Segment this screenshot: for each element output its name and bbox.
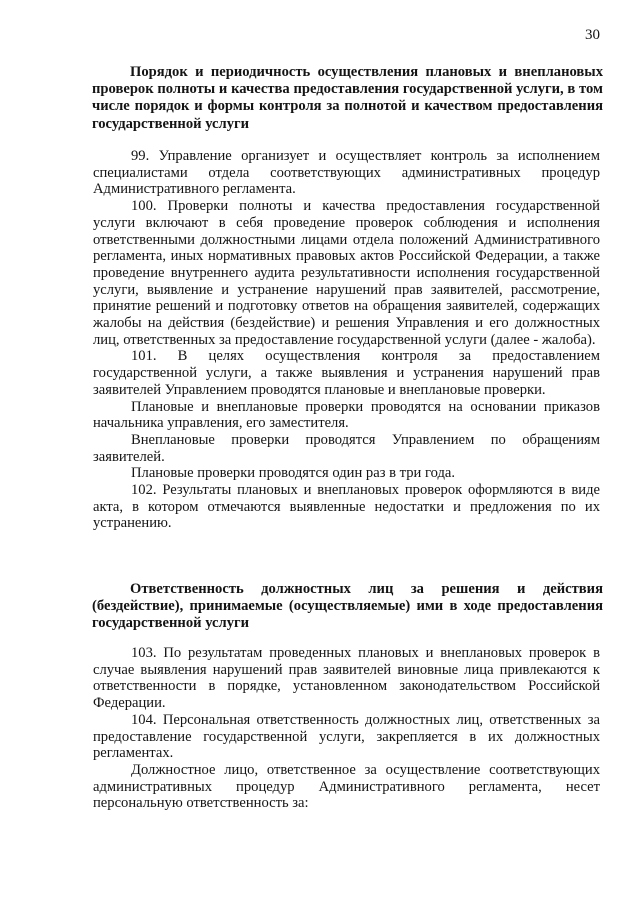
- paragraph-103: 103. По результатам проведенных плановых и внеплановых проверок в случае выявления нарушений прав заявителей виновные лица привлекаются к ответственности в порядке, установленном законодательством Российской Федерации.: [93, 645, 600, 712]
- section-body-control: [93, 148, 600, 532]
- paragraph-104: 104. Персональная ответственность должностных лиц, ответственных за предоставление государственной услуги, закрепляется в их должностных регламентах.: [93, 711, 600, 762]
- paragraph-99: 99. Управление организует и осуществляет контроль за исполнением специалистами отдела соответствующих административных процедур Административного регламента.: [93, 148, 600, 198]
- paragraph-101-unscheduled: Внеплановые проверки проводятся Управлением по обращениям заявителей.: [93, 431, 600, 465]
- section-heading-responsibility: Ответственность должностных лиц за решения и действия (бездействие), принимаемые (осуществляемые) ими в ходе предоставления государственной услуги: [92, 581, 603, 632]
- page-number: 30: [585, 27, 600, 43]
- paragraph-102: 102. Результаты плановых и внеплановых проверок оформляются в виде акта, в котором отмечаются выявленные недостатки и предложения по их устранению.: [93, 482, 600, 532]
- section-body-responsibility: [93, 645, 600, 812]
- paragraph-100: 100. Проверки полноты и качества предоставления государственной услуги включают в себя проведение проверок соблюдения и исполнения ответственными должностными лицами отдела положений Административного регламента, иных нормативных правовых актов Российской Федерации, а также проведение внутреннего аудита результативности исполнения государственной услуги, выявление и устранение нарушений прав заявителей, рассмотрение, принятие решений и подготовку ответов на обращения заявителей, содержащих жалобы на действия (бездействие) и решения Управления и его должностных лиц, ответственных за предоставление государственной услуги (далее - жалоба).: [93, 198, 600, 348]
- paragraph-101-orders: Плановые и внеплановые проверки проводятся на основании приказов начальника управления, его заместителя.: [93, 398, 600, 432]
- paragraph-101-scheduled: Плановые проверки проводятся один раз в три года.: [131, 465, 456, 482]
- section-heading-control: Порядок и периодичность осуществления плановых и внеплановых проверок полноты и качества предоставления государственной услуги, в том числе порядок и формы контроля за полнотой и качеством предоставления государственной услуги: [92, 64, 603, 132]
- paragraph-101: 101. В целях осуществления контроля за предоставлением государственной услуги, а также выявления и устранения нарушений прав заявителей Управлением проводятся плановые и внеплановые проверки.: [93, 348, 600, 398]
- paragraph-104-official: Должностное лицо, ответственное за осуществление соответствующих административных процедур Административного регламента, несет персональную ответственность за:: [93, 761, 600, 812]
